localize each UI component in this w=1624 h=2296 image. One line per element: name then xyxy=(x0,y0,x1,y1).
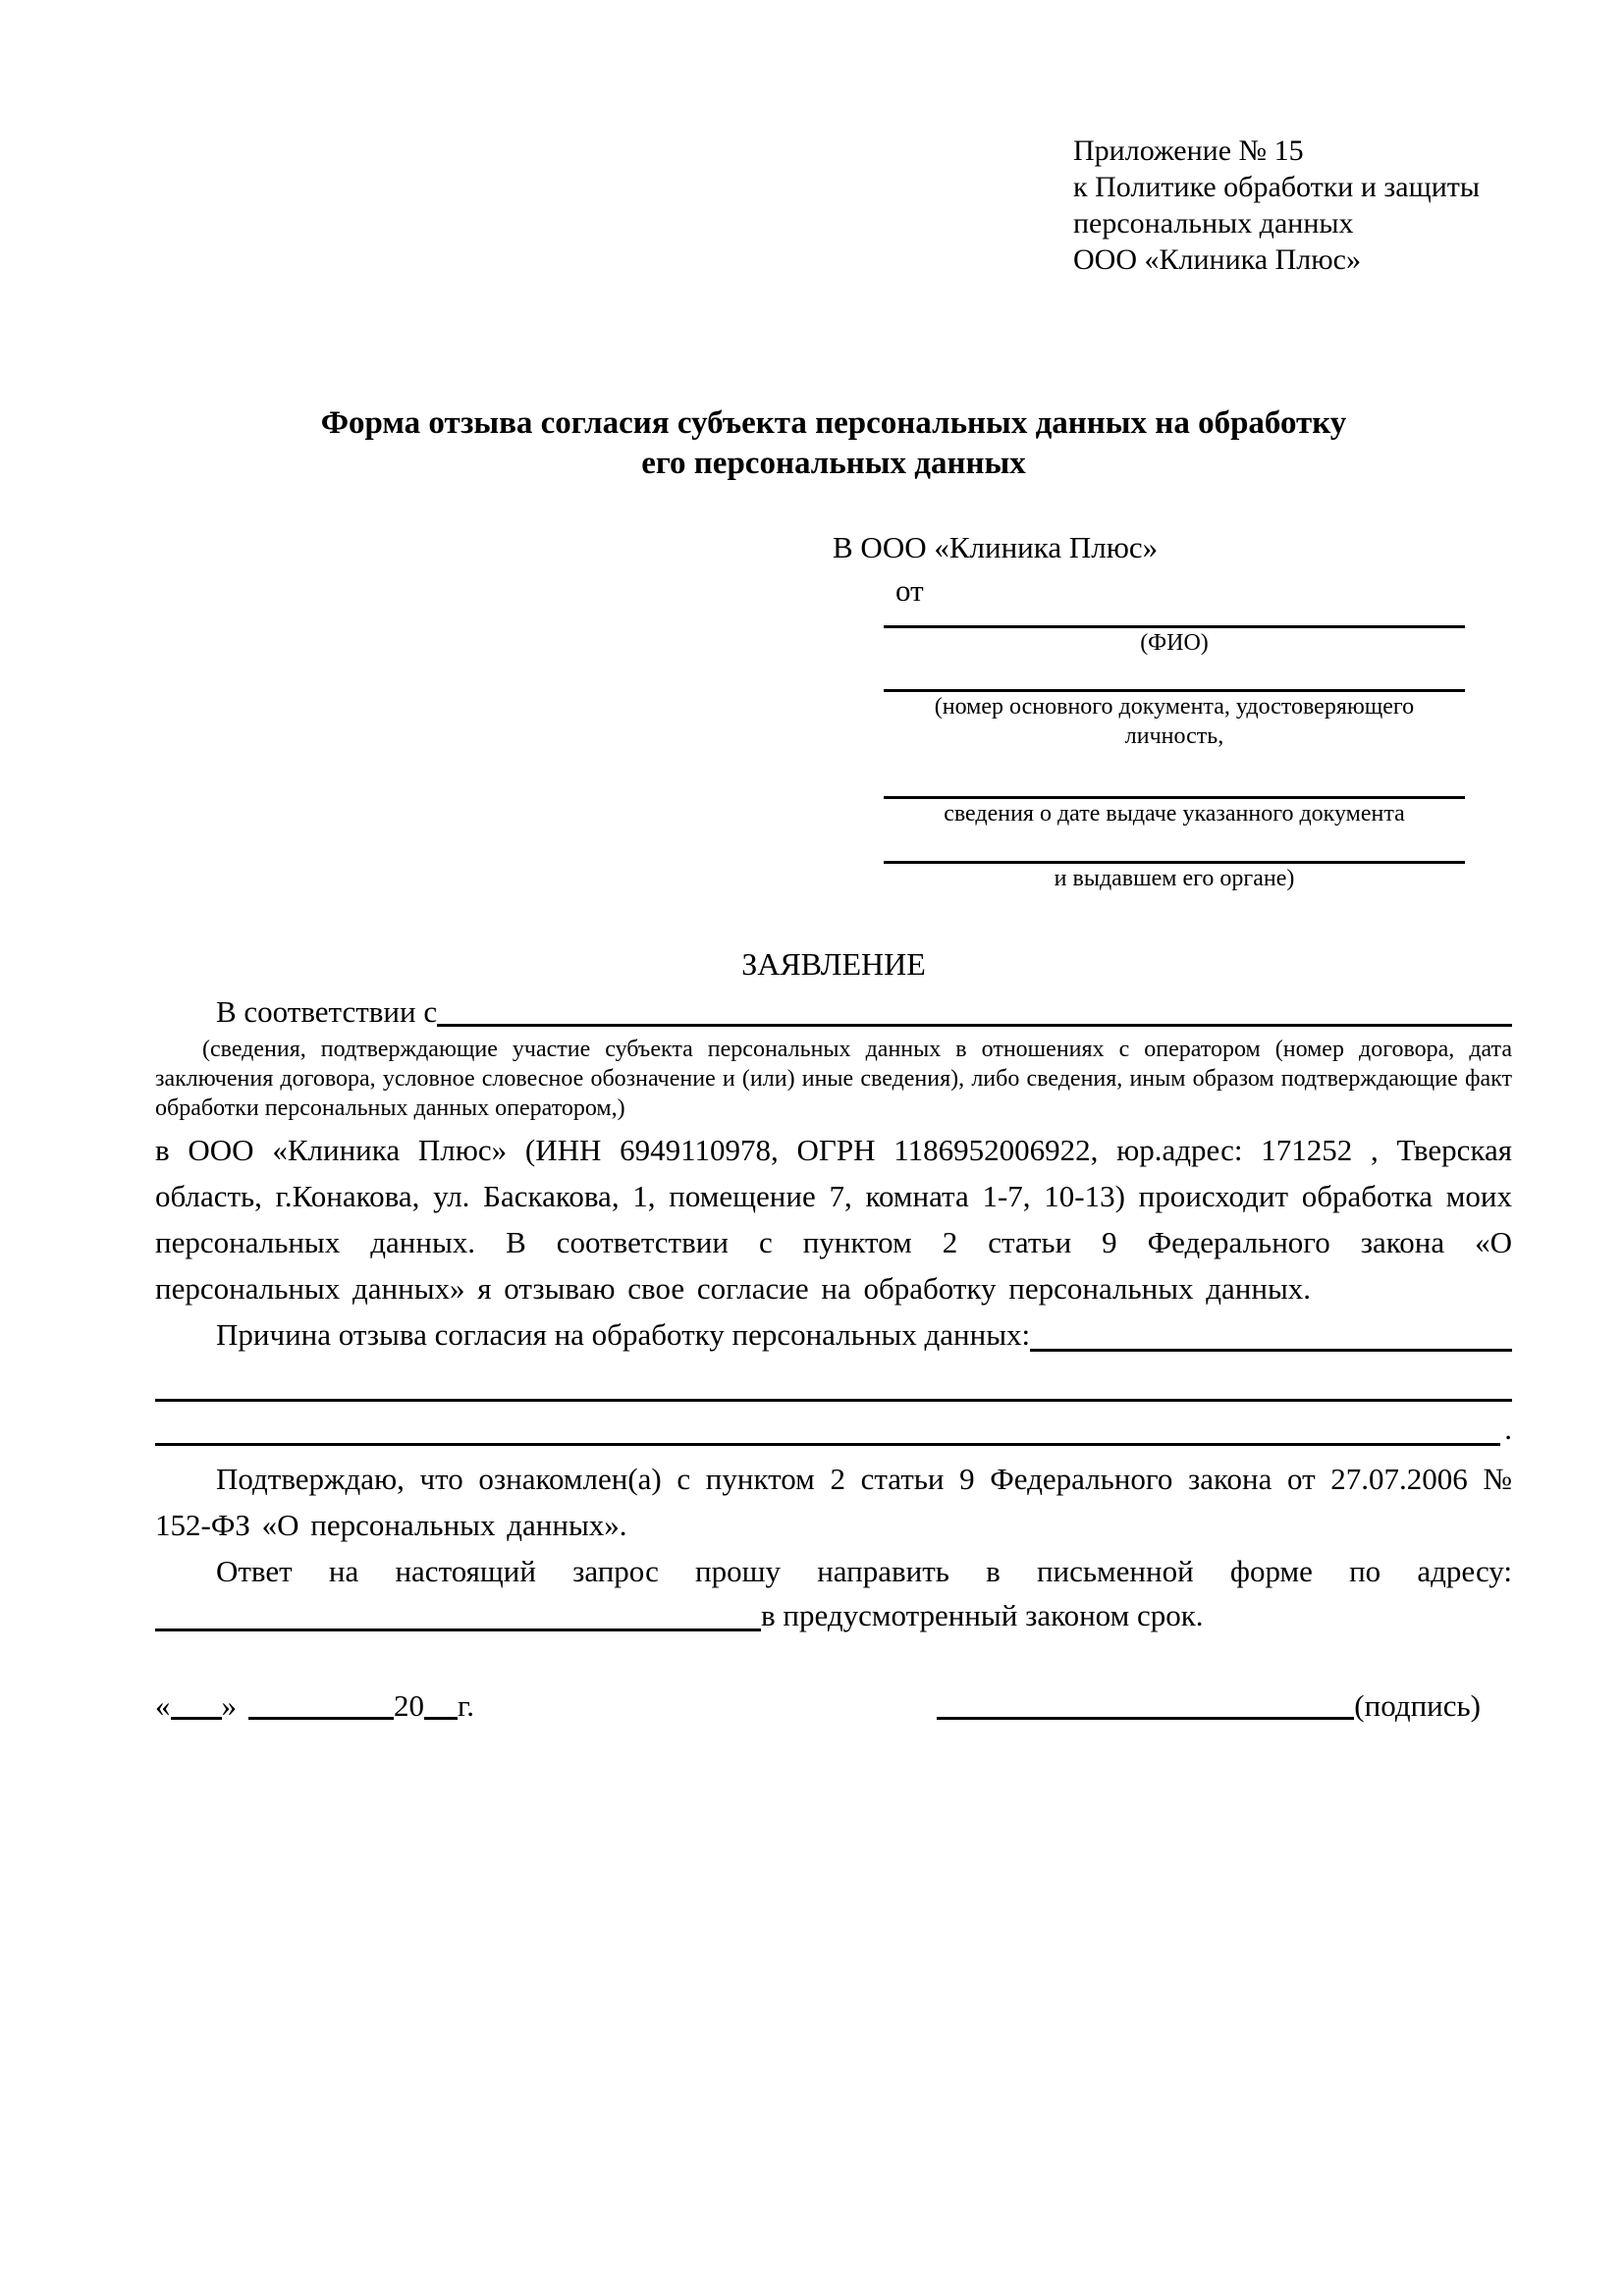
fio-caption: (ФИО) xyxy=(1140,630,1209,656)
operator-paragraph: в ООО «Клиника Плюс» (ИНН 6949110978, ОГРН 1186952006922, юр.адрес: 171252 , Тверская область, г.Конакова, ул. Баскакова, 1, помещение 7, комната 1-7, 10-13) происходит обработка моих персональных данных. В соответствии с пунктом 2 статьи 9 Федерального закона «О персональных данных» я отзываю свое согласие на обработку персональных данных. xyxy=(155,1133,1512,1306)
addressee-organization: В ООО «Клиника Плюс» xyxy=(833,530,1159,564)
reason-input-row-2 xyxy=(155,1358,1512,1402)
reason-terminator: . xyxy=(1504,1412,1512,1446)
appendix-note-line: ООО «Клиника Плюс» xyxy=(1073,243,1361,276)
reason-input-row-3 xyxy=(155,1402,1512,1446)
reason-label: Причина отзыва согласия на обработку персональных данных: xyxy=(216,1317,1031,1352)
reason-input-line-2[interactable] xyxy=(155,1399,1512,1402)
confirmation-paragraph: Подтверждаю, что ознакомлен(а) с пунктом 2 статьи 9 Федерального закона от 27.07.2006 № 152-ФЗ «О персональных данных». xyxy=(155,1462,1512,1542)
reply-request-paragraph: Ответ на настоящий запрос прошу направить в письменной форме по адресу: xyxy=(216,1554,1512,1588)
year-prefix: 20 xyxy=(394,1688,424,1723)
appendix-note xyxy=(1073,133,1512,278)
statement-heading: ЗАЯВЛЕНИЕ xyxy=(741,946,926,982)
basis-line xyxy=(155,991,1512,1033)
issuing-authority-caption: и выдавшем его органе) xyxy=(1054,866,1295,891)
issue-date-caption: сведения о дате выдаче указанного документа xyxy=(944,801,1405,827)
reply-address-row xyxy=(155,1594,1512,1637)
date-day-input-line[interactable] xyxy=(171,1717,222,1720)
appendix-note-line: к Политике обработки и защиты xyxy=(1073,171,1481,203)
signature-group xyxy=(937,1686,1481,1726)
date-open-quote: « xyxy=(155,1688,171,1723)
signature-input-line[interactable] xyxy=(937,1717,1354,1720)
address-input-line[interactable] xyxy=(155,1629,761,1631)
date-signature-row xyxy=(155,1686,1512,1726)
date-year-input-line[interactable] xyxy=(424,1717,458,1720)
appendix-note-line: Приложение № 15 xyxy=(1073,134,1304,167)
reason-line xyxy=(155,1311,1512,1358)
basis-input-line[interactable] xyxy=(437,1024,1512,1027)
appendix-note-line: персональных данных xyxy=(1073,207,1354,240)
reason-input-line-3[interactable] xyxy=(155,1443,1500,1446)
date-close-quote: » xyxy=(221,1688,237,1723)
date-group xyxy=(155,1686,474,1726)
document-title-line: Форма отзыва согласия субъекта персональных данных на обработку xyxy=(320,405,1347,441)
reason-input-line-1[interactable] xyxy=(1030,1349,1512,1352)
signature-caption: (подпись) xyxy=(1354,1688,1481,1723)
document-number-caption: (номер основного документа, удостоверяющего личность, xyxy=(934,694,1415,749)
basis-label: В соответствии с xyxy=(216,994,438,1029)
addressee-from-label: от xyxy=(895,573,924,608)
date-month-input-line[interactable] xyxy=(248,1717,394,1720)
addressee-block xyxy=(833,529,1465,893)
document-title-line: его персональных данных xyxy=(641,446,1026,481)
fine-print-note: (сведения, подтверждающие участие субъекта персональных данных в отношениях с оператором (номер договора, дата заключения договора, условное словесное обозначение и (или) иные сведения), либо сведения, иным образом подтверждающие факт обработки персональных данных оператором,) xyxy=(155,1037,1512,1121)
year-suffix-label: г. xyxy=(458,1688,474,1723)
reply-suffix: в предусмотренный законом срок. xyxy=(761,1598,1204,1632)
document-title xyxy=(155,403,1512,484)
